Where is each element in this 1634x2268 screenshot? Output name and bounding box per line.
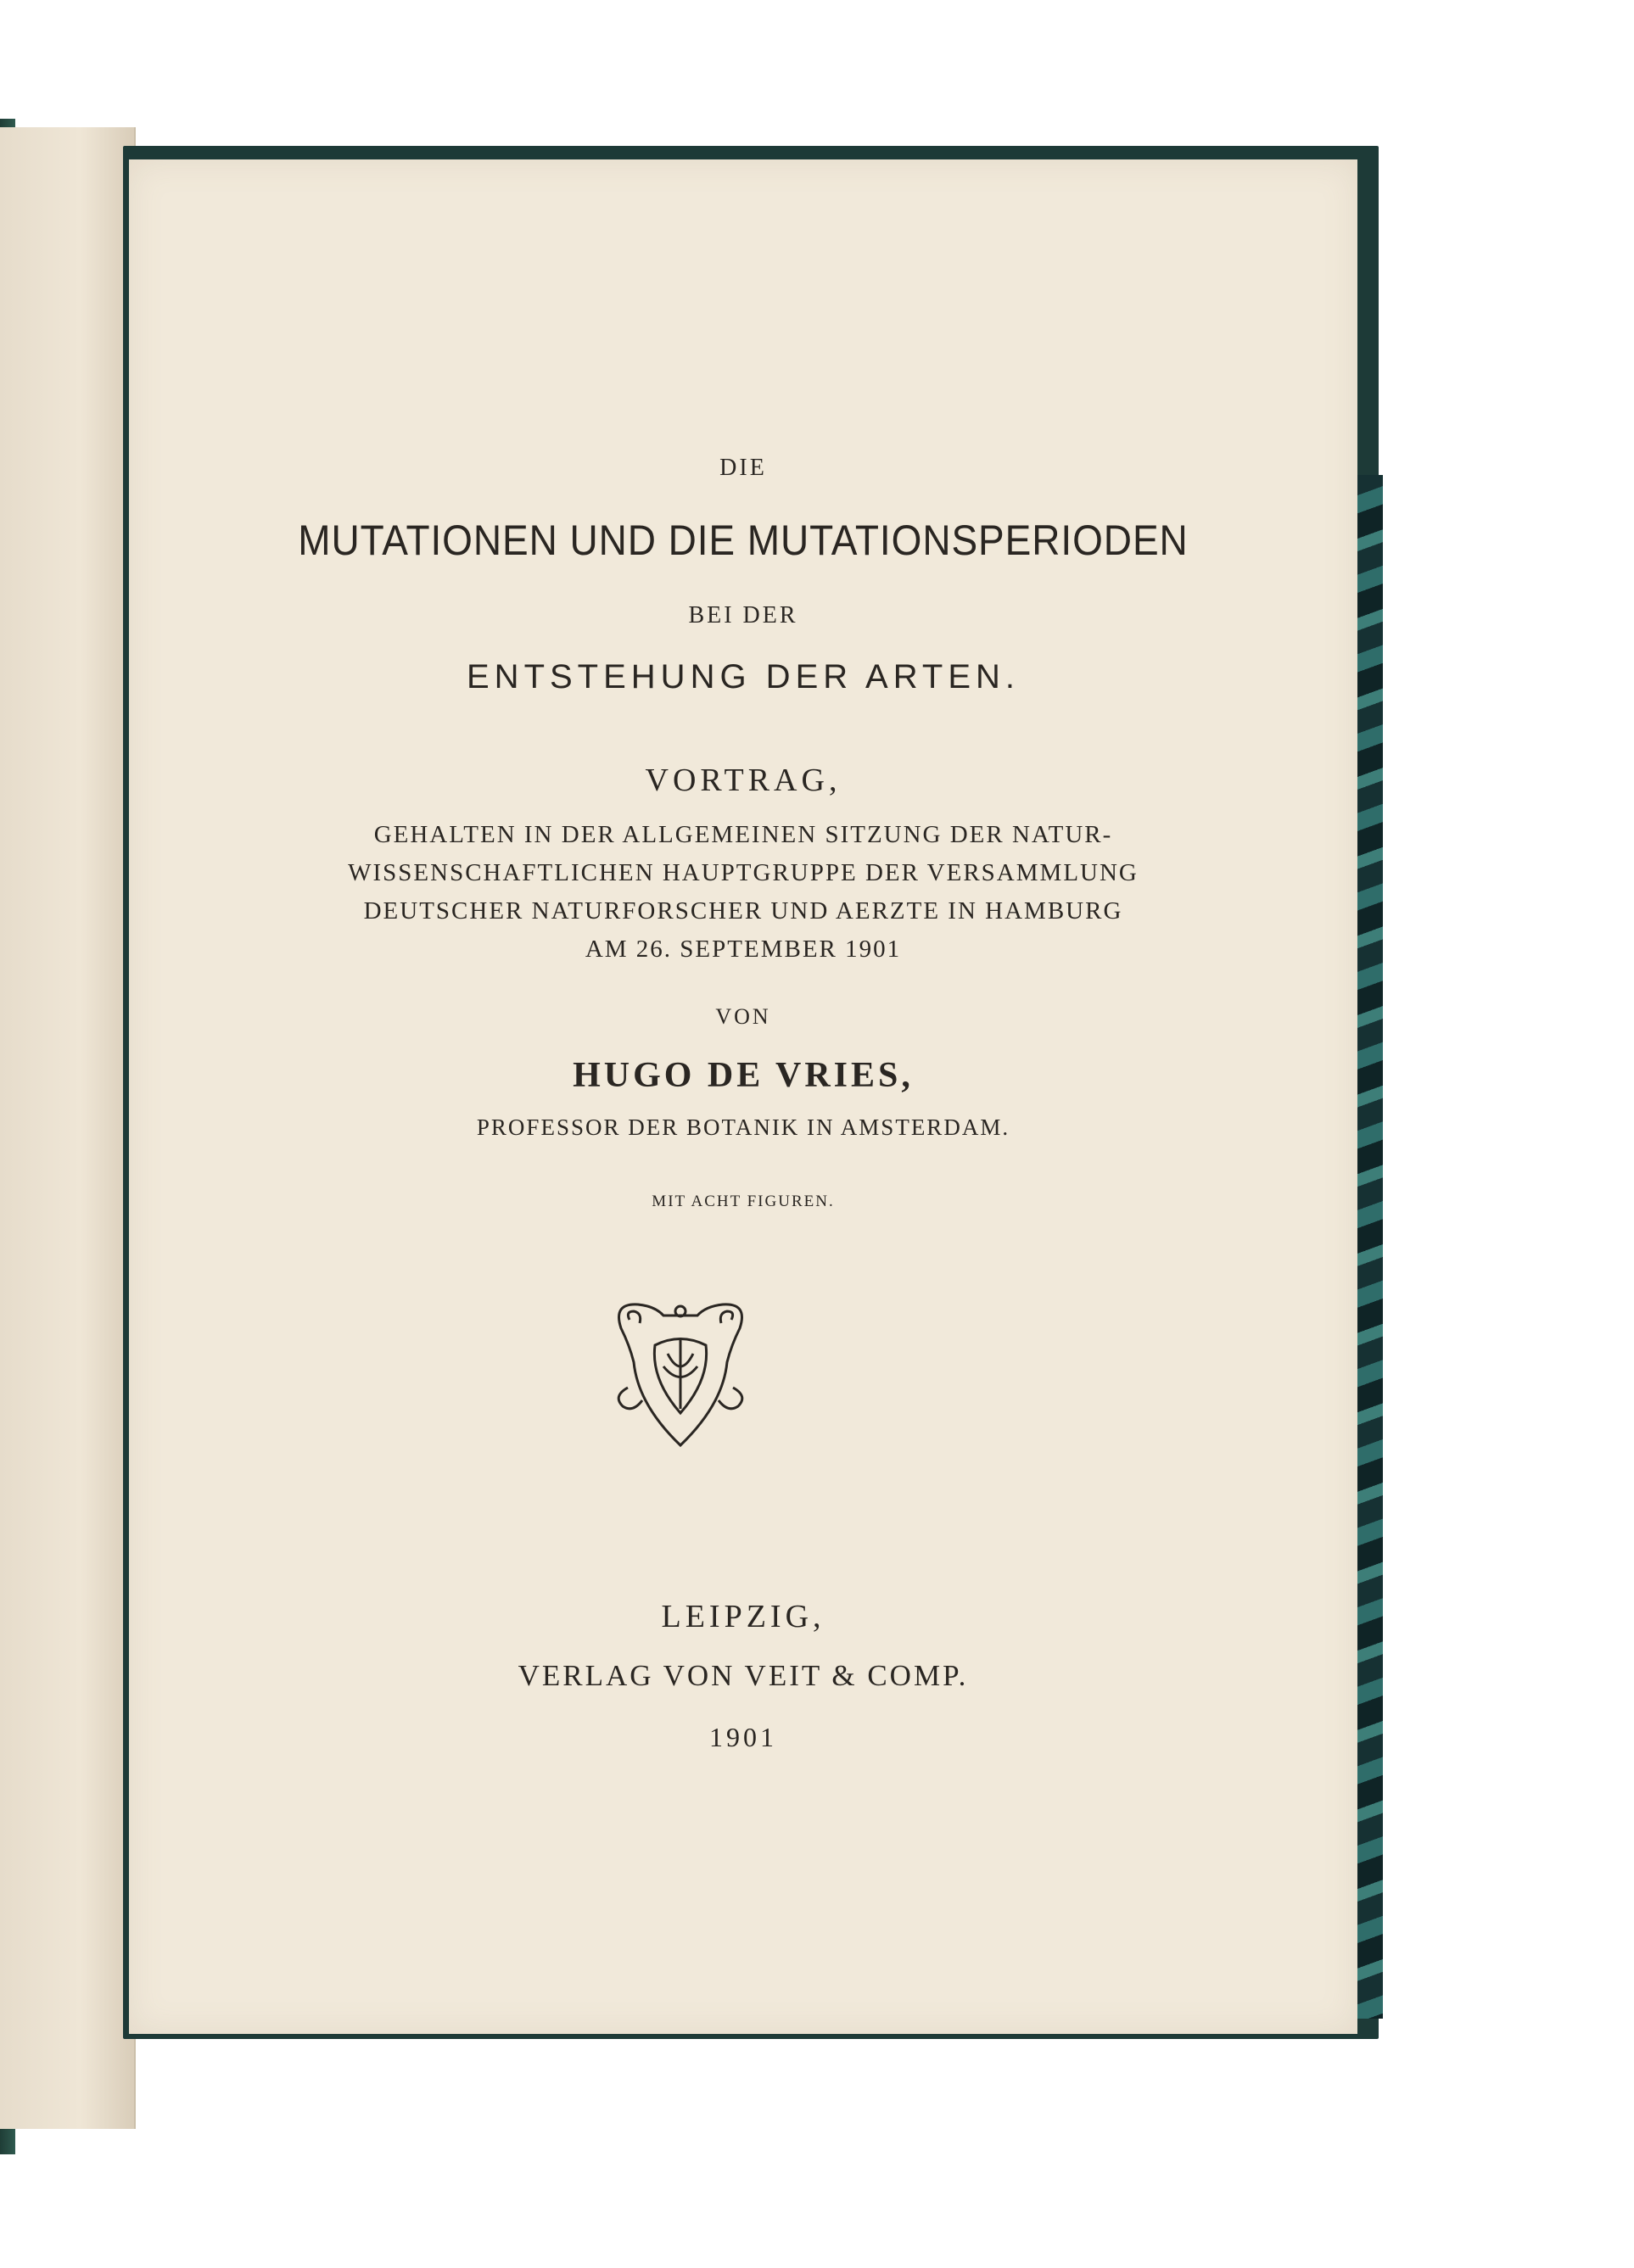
publisher-monogram-emblem-icon [604,1286,757,1455]
author-affiliation: PROFESSOR DER BOTANIK IN AMSTERDAM. [476,1114,1010,1140]
description-line: DEUTSCHER NATURFORSCHER UND AERZTE IN HAMBURG [363,897,1123,925]
author-name: HUGO DE VRIES, [573,1056,914,1095]
figures-note: MIT ACHT FIGUREN. [652,1193,835,1210]
description-line: AM 26. SEPTEMBER 1901 [585,936,902,963]
title-page [129,159,1357,2034]
imprint-publisher: VERLAG VON VEIT & COMP. [518,1659,969,1692]
imprint-city: LEIPZIG, [661,1599,825,1634]
title-main: MUTATIONEN UND DIE MUTATIONSPERIODEN [298,517,1189,564]
description-line: GEHALTEN IN DER ALLGEMEINEN SITZUNG DER NATUR- [373,821,1113,848]
description-line: WISSENSCHAFTLICHEN HAUPTGRUPPE DER VERSAMMLUNG [348,859,1139,886]
left-facing-page [0,127,136,2129]
title-die: DIE [719,455,767,481]
von-label: VON [715,1004,771,1029]
imprint-year: 1901 [709,1722,777,1752]
title-bei-der: BEI DER [688,602,798,628]
title-second: ENTSTEHUNG DER ARTEN. [467,658,1020,695]
vortrag-heading: VORTRAG, [645,763,842,798]
